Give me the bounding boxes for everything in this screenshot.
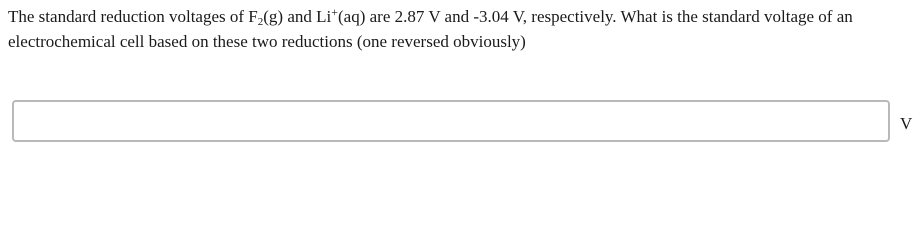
question-text [8,4,913,54]
question-part-1: The standard reduction voltages of F [8,7,258,26]
answer-input[interactable] [12,100,890,142]
f2-subscript: 2 [257,16,264,28]
question-part-3: (aq) are 2.87 V and -3.04 V, respectively. What is the standard voltage of an electrochemical cell based on these two reductions (one reversed obviously) [8,7,853,51]
question-part-2: (g) and Li [263,7,332,26]
answer-row [12,100,892,142]
li-charge-superscript: + [331,5,339,19]
unit-label: V [900,114,913,133]
